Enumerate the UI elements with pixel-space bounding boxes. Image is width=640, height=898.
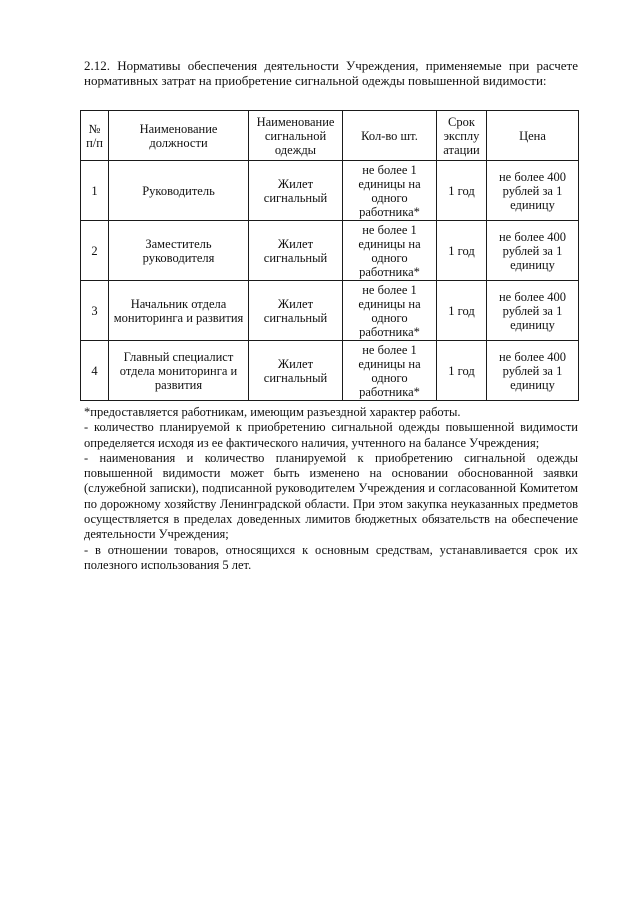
cell-quantity: не более 1 единицы на одного работника* [343,221,437,281]
note-changes: - наименования и количество планируемой к приобретению сигнальной одежды повышенной видимости может быть изменено на основании обоснованной заявки (служебной записки), подписанной руководителем Учреждения и согласованной Комитетом по дорожному хозяйству Ленинградской области. При этом закупка неуказанных предметов осуществляется в пределах доведенных лимитов бюджетных обязательств на обеспечение деятельности Учреждения; [84,450,578,542]
header-service-life: Срок эксплу атации [437,111,487,161]
cell-price: не более 400 рублей за 1 единицу [487,161,579,221]
cell-service-life: 1 год [437,221,487,281]
table-header-row [81,111,579,161]
table-row [81,161,579,221]
table-row [81,341,579,401]
cell-clothing: Жилет сигнальный [249,161,343,221]
cell-quantity: не более 1 единицы на одного работника* [343,161,437,221]
cell-number: 1 [81,161,109,221]
cell-service-life: 1 год [437,281,487,341]
section-heading: 2.12. Нормативы обеспечения деятельности Учреждения, применяемые при расчете нормативных затрат на приобретение сигнальной одежды повышенной видимости: [84,58,578,88]
cell-service-life: 1 год [437,341,487,401]
table-row [81,221,579,281]
cell-clothing: Жилет сигнальный [249,221,343,281]
footnote-asterisk: *предоставляется работникам, имеющим разъездной характер работы. [84,405,461,419]
cell-position: Начальник отдела мониторинга и развития [109,281,249,341]
cell-quantity: не более 1 единицы на одного работника* [343,281,437,341]
header-clothing: Наименование сигнальной одежды [249,111,343,161]
cell-clothing: Жилет сигнальный [249,341,343,401]
cell-quantity: не более 1 единицы на одного работника* [343,341,437,401]
note-fixed-assets: - в отношении товаров, относящихся к основным средствам, устанавливается срок их полезного использования 5 лет. [84,542,578,572]
cell-position: Заместитель руководителя [109,221,249,281]
cell-clothing: Жилет сигнальный [249,281,343,341]
note-quantity: - количество планируемой к приобретению сигнальной одежды повышенной видимости определяется исходя из ее фактического наличия, учтенного на балансе Учреждения; [84,420,578,450]
cell-service-life: 1 год [437,161,487,221]
header-price: Цена [487,111,579,161]
table-row [81,281,579,341]
cell-price: не более 400 рублей за 1 единицу [487,281,579,341]
header-position: Наименование должности [109,111,249,161]
header-number: № п/п [81,111,109,161]
notes-block [84,405,578,573]
cell-price: не более 400 рублей за 1 единицу [487,341,579,401]
cell-number: 4 [81,341,109,401]
cell-position: Руководитель [109,161,249,221]
cell-number: 3 [81,281,109,341]
cell-price: не более 400 рублей за 1 единицу [487,221,579,281]
cell-number: 2 [81,221,109,281]
header-quantity: Кол-во шт. [343,111,437,161]
cell-position: Главный специалист отдела мониторинга и развития [109,341,249,401]
norms-table [80,110,579,401]
